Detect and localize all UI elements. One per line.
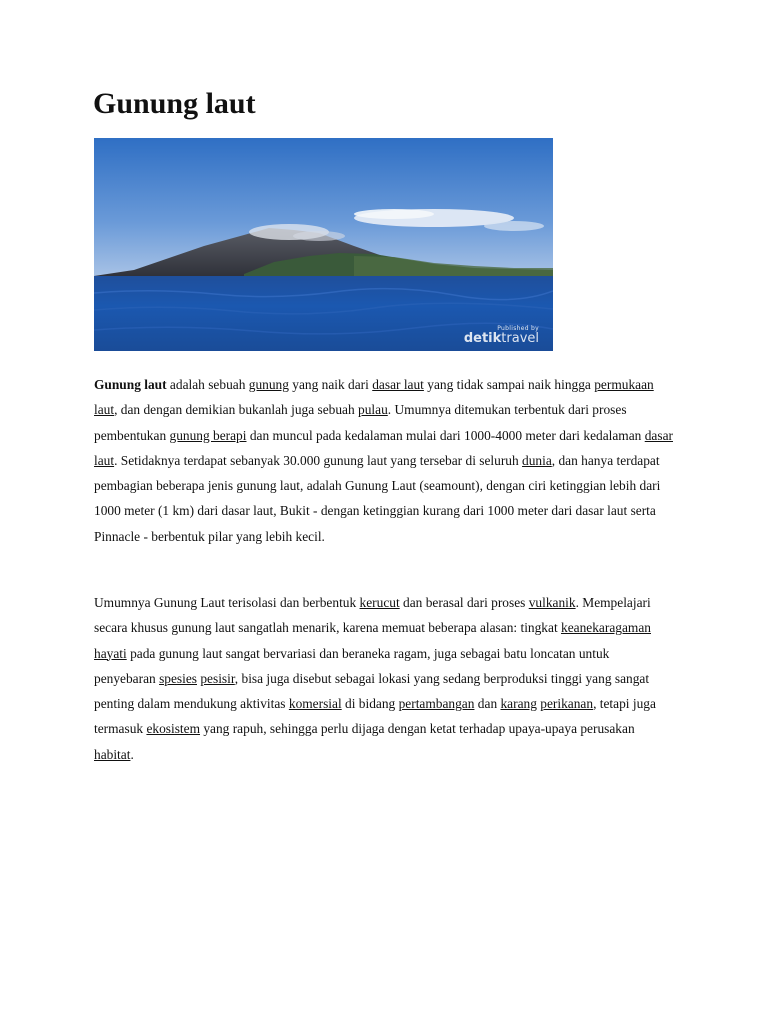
link-kerucut[interactable]: kerucut	[359, 595, 400, 610]
link-permukaan-laut[interactable]: permukaan laut	[94, 377, 654, 418]
link-vulkanik[interactable]: vulkanik	[528, 595, 576, 610]
photo-watermark	[464, 326, 539, 345]
volcano-photo	[94, 138, 553, 351]
page-title: Gunung laut	[93, 87, 256, 120]
link-perikanan[interactable]: perikanan	[540, 696, 594, 712]
link-spesies[interactable]: spesies	[159, 670, 197, 686]
link-pertambangan[interactable]: pertambangan	[398, 696, 475, 712]
link-gunung[interactable]: gunung	[248, 377, 289, 392]
link-keanekaragaman-hayati[interactable]: keanekaragaman hayati	[94, 620, 651, 661]
watermark-brand: detiktravel	[463, 331, 539, 346]
paragraph-body: Umumnya Gunung Laut terisolasi dan berbentuk kerucut dan berasal dari proses vulkanik. Mempelajari secara khusus gunung laut sangatlah menarik, karena memuat beberapa alasan: tingkat keanekaragaman hayati pada gunung laut sangat bervariasi dan beraneka ragam, juga sebagai batu loncatan untuk penyebaran spesies pesisir, bisa juga disebut sebagai lokasi yang sedang berproduksi tinggi yang sangat penting dalam mendukung aktivitas komersial di bidang pertambangan dan karang perikanan, tetapi juga termasuk ekosistem yang rapuh, sehingga perlu dijaga dengan ketat terhadap upaya-upaya perusakan habitat.	[94, 595, 656, 762]
link-ekosistem[interactable]: ekosistem	[146, 721, 200, 737]
link-pesisir[interactable]: pesisir	[200, 670, 235, 686]
term-bold: Gunung laut	[94, 377, 167, 392]
link-karang[interactable]: karang	[500, 696, 537, 712]
link-komersial[interactable]: komersial	[288, 696, 342, 712]
link-habitat[interactable]: habitat	[94, 746, 131, 762]
link-gunung-berapi[interactable]: gunung berapi	[169, 427, 247, 443]
watermark-caption: Published by	[497, 325, 539, 332]
paragraph-intro: Gunung laut adalah sebuah gunung yang naik dari dasar laut yang tidak sampai naik hingga permukaan laut, dan dengan demikian bukanlah juga sebuah pulau. Umumnya ditemukan terbentuk dari proses pembentukan gunung berapi dan muncul pada kedalaman mulai dari 1000-4000 meter dari kedalaman dasar laut. Setidaknya terdapat sebanyak 30.000 gunung laut yang tersebar di seluruh dunia, dan hanya terdapat pembagian beberapa jenis gunung laut, adalah Gunung Laut (seamount), dengan ciri ketinggian lebih dari 1000 meter (1 km) dari dasar laut, Bukit - dengan ketinggian kurang dari 1000 meter dari dasar laut serta Pinnacle - berbentuk pilar yang lebih kecil.	[94, 377, 673, 544]
link-pulau[interactable]: pulau	[358, 402, 388, 418]
volcano-illustration	[94, 138, 553, 351]
link-dasar-laut[interactable]: dasar laut	[372, 377, 424, 392]
link-dasar-laut-2[interactable]: dasar laut	[94, 427, 673, 468]
link-dunia[interactable]: dunia	[522, 452, 552, 468]
